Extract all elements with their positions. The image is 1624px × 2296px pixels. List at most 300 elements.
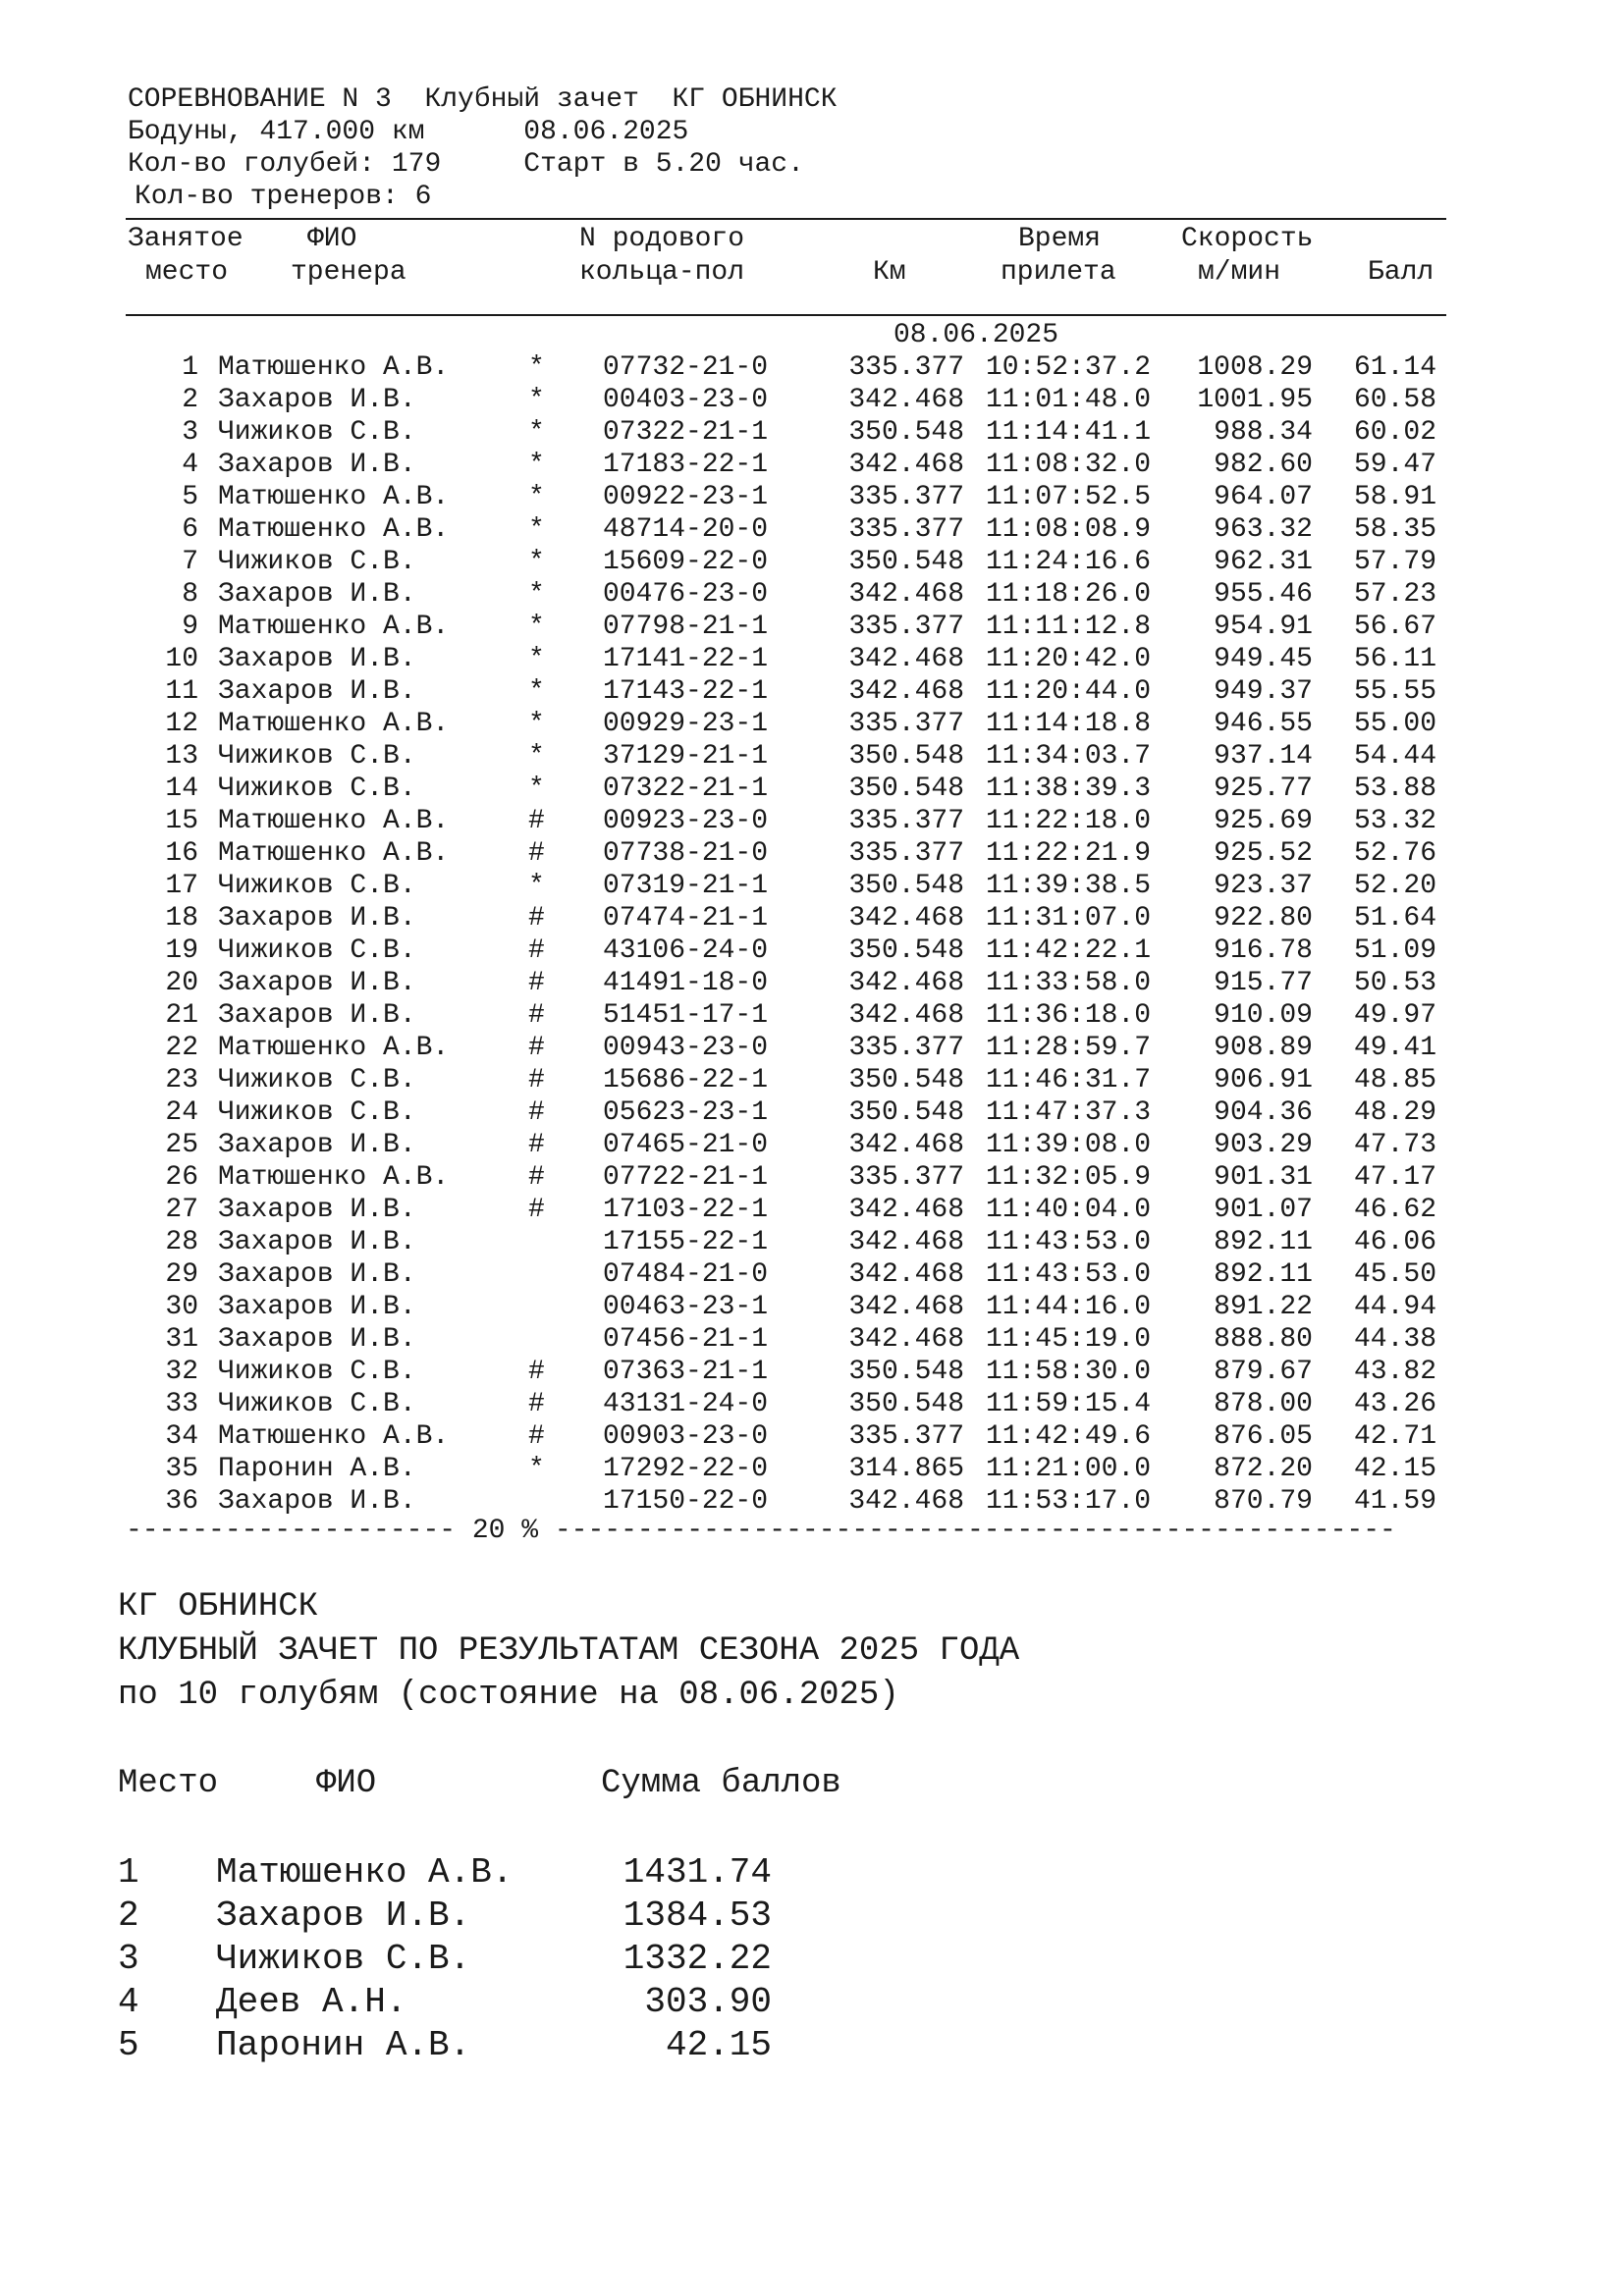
cell-km: 335.377 [848,514,964,545]
table-row [0,1162,1624,1195]
cell-name: Захаров И.В. [218,450,416,480]
cell-place: 16 [165,838,198,869]
cell-ball: 49.97 [1353,1000,1436,1031]
season-cell-sum: 1384.53 [623,1896,772,1936]
cell-name: Матюшенко А.В. [218,352,450,383]
cell-mark: # [528,1097,545,1128]
table-row [0,1389,1624,1421]
cell-name: Матюшенко А.В. [218,1033,450,1063]
cell-ring: 17155-22-1 [603,1227,769,1257]
cell-mark: # [528,935,545,966]
cell-time: 11:21:00.0 [986,1454,1152,1484]
col-fio-line2: тренера [291,257,406,288]
season-cell-place: 4 [118,1982,139,2022]
cell-speed: 879.67 [1214,1357,1313,1387]
cell-time: 11:08:08.9 [986,514,1152,545]
cell-ring: 17292-22-0 [603,1454,769,1484]
cell-km: 350.548 [848,935,964,966]
cell-ball: 43.26 [1353,1389,1436,1419]
cell-mark: * [528,352,545,383]
table-row [0,352,1624,385]
cell-km: 350.548 [848,1357,964,1387]
cell-speed: 888.80 [1214,1324,1313,1355]
table-row [0,1324,1624,1357]
cell-time: 11:43:53.0 [986,1227,1152,1257]
cell-time: 11:53:17.0 [986,1486,1152,1517]
cell-mark: * [528,385,545,415]
cell-place: 26 [165,1162,198,1193]
cell-ring: 17141-22-1 [603,644,769,674]
cell-mark: # [528,968,545,998]
cell-km: 350.548 [848,417,964,448]
cell-place: 14 [165,774,198,804]
cell-ball: 44.94 [1353,1292,1436,1322]
season-cell-name: Паронин А.В. [216,2025,471,2065]
cell-km: 350.548 [848,547,964,577]
cell-place: 27 [165,1195,198,1225]
table-row [0,1421,1624,1454]
col-time-line2: прилета [1001,257,1116,288]
table-row [0,709,1624,741]
cell-time: 11:59:15.4 [986,1389,1152,1419]
cell-name: Матюшенко А.В. [218,838,450,869]
cell-place: 23 [165,1065,198,1095]
list-item [0,1896,1624,1939]
cell-ball: 42.15 [1353,1454,1436,1484]
cell-place: 28 [165,1227,198,1257]
cell-place: 7 [182,547,198,577]
cell-place: 34 [165,1421,198,1452]
cell-ball: 45.50 [1353,1259,1436,1290]
cell-ball: 53.32 [1353,806,1436,836]
cell-time: 11:11:12.8 [986,612,1152,642]
cell-name: Захаров И.В. [218,1486,416,1517]
cell-name: Матюшенко А.В. [218,709,450,739]
table-row [0,1130,1624,1162]
col-time-line1: Время [1018,224,1102,254]
cell-km: 350.548 [848,1065,964,1095]
cell-time: 11:22:21.9 [986,838,1152,869]
table-row [0,903,1624,935]
season-cell-place: 3 [118,1939,139,1979]
cell-place: 25 [165,1130,198,1160]
cell-km: 342.468 [848,1227,964,1257]
cell-time: 11:45:19.0 [986,1324,1152,1355]
cell-ring: 07484-21-0 [603,1259,769,1290]
cell-time: 11:01:48.0 [986,385,1152,415]
table-row [0,1065,1624,1097]
cell-km: 342.468 [848,1195,964,1225]
cell-speed: 949.45 [1214,644,1313,674]
cell-km: 342.468 [848,1486,964,1517]
cell-place: 15 [165,806,198,836]
cell-mark: * [528,644,545,674]
col-km: Км [873,257,906,288]
cell-speed: 915.77 [1214,968,1313,998]
cell-ring: 15609-22-0 [603,547,769,577]
cell-speed: 1008.29 [1197,352,1313,383]
cell-place: 31 [165,1324,198,1355]
cell-name: Матюшенко А.В. [218,514,450,545]
cell-ball: 51.09 [1353,935,1436,966]
table-row [0,612,1624,644]
cell-place: 3 [182,417,198,448]
table-row [0,741,1624,774]
table-row [0,450,1624,482]
cell-time: 11:20:42.0 [986,644,1152,674]
cell-ring: 07456-21-1 [603,1324,769,1355]
cell-place: 13 [165,741,198,772]
cell-speed: 876.05 [1214,1421,1313,1452]
cell-place: 8 [182,579,198,610]
cell-time: 11:33:58.0 [986,968,1152,998]
cell-km: 342.468 [848,644,964,674]
cell-name: Чижиков С.В. [218,1065,416,1095]
cell-ball: 55.00 [1353,709,1436,739]
cell-time: 11:39:08.0 [986,1130,1152,1160]
cell-mark: # [528,1000,545,1031]
season-cell-place: 2 [118,1896,139,1936]
cell-km: 350.548 [848,774,964,804]
table-row [0,1357,1624,1389]
cell-km: 335.377 [848,482,964,512]
cell-speed: 870.79 [1214,1486,1313,1517]
cell-place: 1 [182,352,198,383]
cell-mark: # [528,1033,545,1063]
cell-km: 335.377 [848,612,964,642]
cell-speed: 923.37 [1214,871,1313,901]
col-place-line1: Занятое [128,224,244,254]
cell-speed: 962.31 [1214,547,1313,577]
cell-name: Чижиков С.В. [218,1097,416,1128]
cell-place: 18 [165,903,198,934]
cell-mark: * [528,514,545,545]
cell-place: 19 [165,935,198,966]
cell-ball: 46.62 [1353,1195,1436,1225]
cell-name: Захаров И.В. [218,1130,416,1160]
season-col-fio: ФИО [316,1765,377,1802]
cell-ball: 61.14 [1353,352,1436,383]
list-item [0,1852,1624,1896]
col-fio-line1: ФИО [307,224,357,254]
cell-mark: * [528,741,545,772]
table-row [0,1454,1624,1486]
cell-ring: 07465-21-0 [603,1130,769,1160]
season-col-place: Место [118,1765,219,1802]
cell-speed: 901.07 [1214,1195,1313,1225]
cell-place: 17 [165,871,198,901]
cell-ring: 17103-22-1 [603,1195,769,1225]
cell-ring: 07319-21-1 [603,871,769,901]
cell-mark: # [528,1162,545,1193]
cell-mark: * [528,709,545,739]
cell-name: Захаров И.В. [218,644,416,674]
cell-ball: 48.29 [1353,1097,1436,1128]
cell-ball: 56.11 [1353,644,1436,674]
cell-time: 11:42:49.6 [986,1421,1152,1452]
cell-place: 21 [165,1000,198,1031]
cell-ball: 52.76 [1353,838,1436,869]
season-cell-name: Захаров И.В. [216,1896,471,1936]
cell-time: 11:24:16.6 [986,547,1152,577]
cell-speed: 903.29 [1214,1130,1313,1160]
cell-name: Паронин А.В. [218,1454,416,1484]
cell-ball: 47.17 [1353,1162,1436,1193]
cell-km: 335.377 [848,806,964,836]
table-row [0,1227,1624,1259]
cell-name: Захаров И.В. [218,903,416,934]
cell-km: 350.548 [848,1097,964,1128]
cell-km: 335.377 [848,352,964,383]
cell-ring: 07322-21-1 [603,417,769,448]
cell-speed: 908.89 [1214,1033,1313,1063]
cell-name: Захаров И.В. [218,579,416,610]
cell-mark: # [528,838,545,869]
cell-speed: 892.11 [1214,1259,1313,1290]
season-cell-name: Чижиков С.В. [216,1939,471,1979]
cell-time: 11:07:52.5 [986,482,1152,512]
header-top-rule [126,218,1446,220]
cell-name: Матюшенко А.В. [218,1162,450,1193]
season-cell-name: Матюшенко А.В. [216,1852,514,1893]
cell-speed: 925.69 [1214,806,1313,836]
cell-speed: 892.11 [1214,1227,1313,1257]
cell-place: 9 [182,612,198,642]
table-row [0,579,1624,612]
col-ball: Балл [1368,257,1435,288]
cell-place: 2 [182,385,198,415]
cell-place: 33 [165,1389,198,1419]
col-ring-line2: кольца-пол [579,257,745,288]
cell-name: Захаров И.В. [218,1292,416,1322]
col-speed-line2: м/мин [1198,257,1281,288]
season-subtitle: по 10 голубям (состояние на 08.06.2025) [118,1677,899,1714]
cell-place: 29 [165,1259,198,1290]
cell-speed: 988.34 [1214,417,1313,448]
table-row [0,1097,1624,1130]
col-speed-line1: Скорость [1181,224,1314,254]
cell-km: 342.468 [848,579,964,610]
cell-mark: * [528,676,545,707]
table-row [0,871,1624,903]
trainer-count-line: Кол-во тренеров: 6 [135,182,432,212]
cell-ring: 17183-22-1 [603,450,769,480]
cell-time: 11:32:05.9 [986,1162,1152,1193]
cell-ring: 37129-21-1 [603,741,769,772]
cell-ball: 57.79 [1353,547,1436,577]
list-item [0,1982,1624,2025]
cell-ball: 47.73 [1353,1130,1436,1160]
cell-name: Чижиков С.В. [218,935,416,966]
cell-speed: 922.80 [1214,903,1313,934]
cell-km: 342.468 [848,1000,964,1031]
cell-ring: 07732-21-0 [603,352,769,383]
cell-ball: 53.88 [1353,774,1436,804]
table-row [0,644,1624,676]
cell-km: 350.548 [848,871,964,901]
season-cell-place: 1 [118,1852,139,1893]
cell-mark: # [528,903,545,934]
cell-km: 335.377 [848,838,964,869]
cell-name: Чижиков С.В. [218,417,416,448]
cell-km: 335.377 [848,1162,964,1193]
cell-name: Захаров И.В. [218,968,416,998]
table-row [0,676,1624,709]
competition-title: СОРЕВНОВАНИЕ N 3 Клубный зачет КГ ОБНИНСК [128,84,838,115]
cell-name: Захаров И.В. [218,1195,416,1225]
cell-ring: 07738-21-0 [603,838,769,869]
cell-ball: 46.06 [1353,1227,1436,1257]
cell-ball: 54.44 [1353,741,1436,772]
season-cell-sum: 303.90 [644,1982,772,2022]
cell-ring: 00463-23-1 [603,1292,769,1322]
cell-time: 11:58:30.0 [986,1357,1152,1387]
cell-time: 11:36:18.0 [986,1000,1152,1031]
cell-name: Захаров И.В. [218,1324,416,1355]
cell-speed: 904.36 [1214,1097,1313,1128]
cell-mark: * [528,774,545,804]
cell-place: 24 [165,1097,198,1128]
cell-name: Матюшенко А.В. [218,612,450,642]
cell-km: 342.468 [848,385,964,415]
table-row [0,838,1624,871]
cell-speed: 872.20 [1214,1454,1313,1484]
cell-mark: * [528,612,545,642]
cell-ring: 48714-20-0 [603,514,769,545]
cell-time: 11:39:38.5 [986,871,1152,901]
cell-ring: 00403-23-0 [603,385,769,415]
cell-name: Чижиков С.В. [218,871,416,901]
cell-ball: 58.91 [1353,482,1436,512]
table-row [0,1000,1624,1033]
cell-speed: 964.07 [1214,482,1313,512]
cell-ring: 07722-21-1 [603,1162,769,1193]
cell-speed: 955.46 [1214,579,1313,610]
cell-ball: 41.59 [1353,1486,1436,1517]
cell-km: 342.468 [848,1292,964,1322]
list-item [0,2025,1624,2068]
cell-km: 350.548 [848,1389,964,1419]
cell-time: 10:52:37.2 [986,352,1152,383]
cell-time: 11:14:18.8 [986,709,1152,739]
cell-ball: 48.85 [1353,1065,1436,1095]
cell-mark: # [528,806,545,836]
cell-time: 11:20:44.0 [986,676,1152,707]
cell-mark: # [528,1357,545,1387]
cell-ring: 15686-22-1 [603,1065,769,1095]
cell-ring: 07363-21-1 [603,1357,769,1387]
cell-speed: 946.55 [1214,709,1313,739]
cell-mark: # [528,1130,545,1160]
cell-ball: 50.53 [1353,968,1436,998]
cell-ring: 00903-23-0 [603,1421,769,1452]
cell-place: 4 [182,450,198,480]
cell-speed: 901.31 [1214,1162,1313,1193]
cell-time: 11:14:41.1 [986,417,1152,448]
season-title: КЛУБНЫЙ ЗАЧЕТ ПО РЕЗУЛЬТАТАМ СЕЗОНА 2025 ГОДА [118,1632,1020,1670]
cell-speed: 906.91 [1214,1065,1313,1095]
cell-speed: 1001.95 [1197,385,1313,415]
cell-time: 11:46:31.7 [986,1065,1152,1095]
cell-mark: * [528,579,545,610]
cell-ball: 57.23 [1353,579,1436,610]
cell-time: 11:44:16.0 [986,1292,1152,1322]
season-cell-sum: 42.15 [665,2025,772,2065]
cell-ring: 05623-23-1 [603,1097,769,1128]
cell-speed: 910.09 [1214,1000,1313,1031]
cell-km: 342.468 [848,968,964,998]
season-cell-place: 5 [118,2025,139,2065]
cell-ring: 17143-22-1 [603,676,769,707]
cell-mark: * [528,1454,545,1484]
cell-mark: * [528,417,545,448]
col-ring-line1: N родового [579,224,745,254]
table-row [0,1195,1624,1227]
cell-ring: 07798-21-1 [603,612,769,642]
table-row [0,774,1624,806]
cell-km: 342.468 [848,903,964,934]
cell-ring: 07322-21-1 [603,774,769,804]
table-row [0,1486,1624,1519]
cell-ball: 42.71 [1353,1421,1436,1452]
season-club-name: КГ ОБНИНСК [118,1588,319,1626]
cell-km: 335.377 [848,709,964,739]
cell-name: Матюшенко А.В. [218,1421,450,1452]
cell-name: Захаров И.В. [218,1259,416,1290]
cell-time: 11:42:22.1 [986,935,1152,966]
cell-ball: 56.67 [1353,612,1436,642]
cell-ball: 49.41 [1353,1033,1436,1063]
cell-speed: 982.60 [1214,450,1313,480]
pigeon-count-line: Кол-во голубей: 179 Старт в 5.20 час. [128,149,804,180]
cell-place: 36 [165,1486,198,1517]
cell-ball: 59.47 [1353,450,1436,480]
cell-name: Чижиков С.В. [218,1389,416,1419]
cell-name: Чижиков С.В. [218,547,416,577]
cell-place: 10 [165,644,198,674]
cell-ball: 60.58 [1353,385,1436,415]
cell-mark: # [528,1195,545,1225]
cell-name: Чижиков С.В. [218,1357,416,1387]
cell-time: 11:38:39.3 [986,774,1152,804]
cell-ball: 51.64 [1353,903,1436,934]
table-row [0,1292,1624,1324]
cell-name: Захаров И.В. [218,1000,416,1031]
cell-ball: 55.55 [1353,676,1436,707]
cell-km: 314.865 [848,1454,964,1484]
cell-name: Чижиков С.В. [218,741,416,772]
cell-ball: 43.82 [1353,1357,1436,1387]
cell-ring: 00923-23-0 [603,806,769,836]
cell-ring: 51451-17-1 [603,1000,769,1031]
cell-mark: # [528,1065,545,1095]
cell-km: 350.548 [848,741,964,772]
date-row: 08.06.2025 [893,320,1059,350]
cell-ball: 52.20 [1353,871,1436,901]
cell-speed: 963.32 [1214,514,1313,545]
season-cell-name: Деев А.Н. [216,1982,407,2022]
cell-ball: 44.38 [1353,1324,1436,1355]
cell-name: Чижиков С.В. [218,774,416,804]
cell-speed: 878.00 [1214,1389,1313,1419]
cell-km: 335.377 [848,1033,964,1063]
table-row [0,385,1624,417]
cell-place: 22 [165,1033,198,1063]
table-row [0,417,1624,450]
cell-time: 11:08:32.0 [986,450,1152,480]
cell-speed: 954.91 [1214,612,1313,642]
cell-ring: 00943-23-0 [603,1033,769,1063]
